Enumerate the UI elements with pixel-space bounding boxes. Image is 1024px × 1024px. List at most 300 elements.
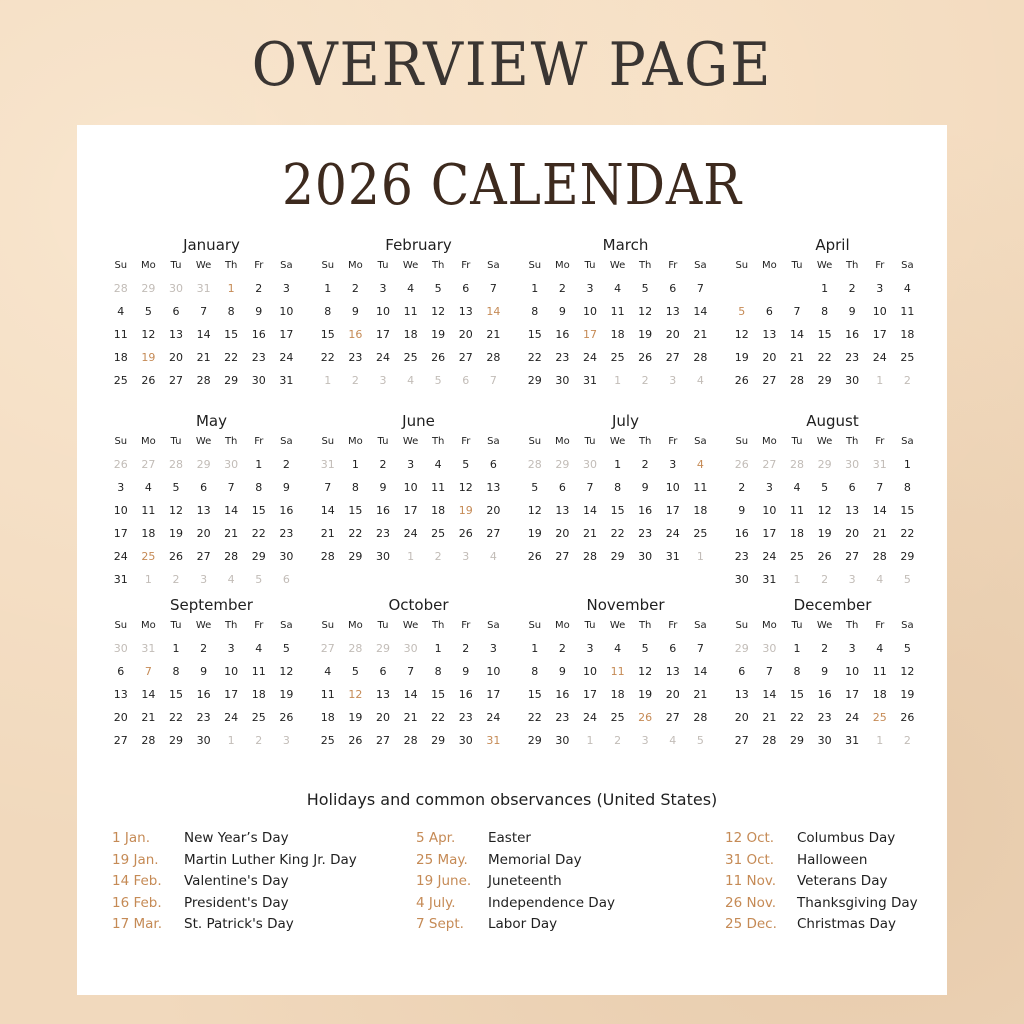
month-grid bbox=[728, 431, 921, 591]
day-cell: 6 bbox=[489, 458, 497, 471]
month-grid bbox=[314, 615, 507, 752]
holiday-date: 12 Oct. bbox=[725, 830, 775, 846]
weekday-label: Su bbox=[321, 260, 335, 271]
weekday-label: Mo bbox=[762, 260, 777, 271]
month-november bbox=[521, 595, 714, 752]
day-cell: 28 bbox=[486, 351, 501, 364]
day-cell: 1 bbox=[876, 374, 884, 387]
day-cell: 30 bbox=[845, 374, 860, 387]
weekday-label: Su bbox=[114, 260, 128, 271]
day-cell: 25 bbox=[251, 711, 266, 724]
day-cell: 11 bbox=[251, 665, 266, 678]
holiday-date: 31 Oct. bbox=[725, 851, 775, 868]
month-december bbox=[728, 595, 921, 752]
day-cell: 6 bbox=[172, 305, 180, 318]
weekday-label: Fr bbox=[668, 620, 678, 631]
day-cell: 18 bbox=[251, 688, 266, 701]
day-cell: 19 bbox=[431, 328, 446, 341]
day-cell: 21 bbox=[789, 351, 804, 364]
day-cell: 20 bbox=[665, 328, 680, 341]
day-cell: 5 bbox=[531, 481, 539, 494]
day-cell: 6 bbox=[669, 642, 677, 655]
weekday-label: Th bbox=[845, 436, 859, 447]
day-cell: 3 bbox=[489, 642, 497, 655]
weekday-label: Sa bbox=[694, 260, 707, 271]
day-cell: 17 bbox=[403, 504, 418, 517]
day-cell: 7 bbox=[765, 665, 773, 678]
day-cell: 29 bbox=[348, 550, 363, 563]
day-cell: 22 bbox=[610, 527, 625, 540]
day-cell: 2 bbox=[738, 481, 746, 494]
day-cell: 29 bbox=[141, 282, 156, 295]
day-cell: 6 bbox=[379, 665, 387, 678]
weekday-label: Tu bbox=[791, 620, 803, 631]
day-cell: 29 bbox=[431, 734, 446, 747]
day-cell: 16 bbox=[375, 504, 390, 517]
day-cell: 2 bbox=[641, 458, 649, 471]
day-cell: 31 bbox=[582, 374, 597, 387]
day-cell: 14 bbox=[789, 328, 804, 341]
month-march bbox=[521, 235, 714, 392]
weekday-label: Tu bbox=[377, 260, 389, 271]
day-cell: 1 bbox=[227, 282, 235, 295]
day-cell: 22 bbox=[320, 351, 335, 364]
day-cell: 17 bbox=[665, 504, 680, 517]
weekday-label: Mo bbox=[555, 620, 570, 631]
day-cell: 10 bbox=[113, 504, 128, 517]
day-cell: 12 bbox=[638, 305, 653, 318]
day-cell: 29 bbox=[168, 734, 183, 747]
day-cell: 22 bbox=[224, 351, 239, 364]
day-cell: 4 bbox=[876, 573, 884, 586]
weekday-label: Th bbox=[638, 260, 652, 271]
holiday-date: 11 Nov. bbox=[725, 873, 777, 889]
day-cell: 28 bbox=[693, 351, 708, 364]
day-cell: 26 bbox=[638, 351, 653, 364]
weekday-label: Mo bbox=[555, 260, 570, 271]
day-cell: 3 bbox=[848, 642, 856, 655]
day-cell: 31 bbox=[665, 550, 680, 563]
weekday-label: Sa bbox=[487, 436, 500, 447]
day-cell: 31 bbox=[762, 573, 777, 586]
day-cell: 8 bbox=[351, 481, 359, 494]
day-cell: 1 bbox=[324, 282, 332, 295]
day-cell: 1 bbox=[407, 550, 415, 563]
day-cell: 13 bbox=[486, 481, 501, 494]
day-cell: 22 bbox=[900, 527, 915, 540]
weekday-label: Tu bbox=[170, 436, 182, 447]
day-cell: 16 bbox=[555, 688, 570, 701]
day-cell: 13 bbox=[734, 688, 749, 701]
day-cell: 24 bbox=[582, 351, 597, 364]
weekday-label: We bbox=[402, 260, 419, 271]
day-cell: 13 bbox=[196, 504, 211, 517]
month-grid bbox=[314, 255, 507, 392]
day-cell: 2 bbox=[351, 282, 359, 295]
day-cell: 21 bbox=[872, 527, 887, 540]
day-cell: 5 bbox=[144, 305, 152, 318]
day-cell: 26 bbox=[279, 711, 294, 724]
day-cell: 3 bbox=[462, 550, 470, 563]
holiday-date: 25 Dec. bbox=[725, 916, 777, 932]
month-name: March bbox=[602, 236, 649, 254]
month-name: September bbox=[170, 596, 253, 614]
month-grid bbox=[521, 255, 714, 392]
weekday-label: Tu bbox=[584, 260, 596, 271]
weekday-label: Tu bbox=[377, 436, 389, 447]
day-cell: 20 bbox=[458, 328, 473, 341]
day-cell: 1 bbox=[144, 573, 152, 586]
day-cell: 11 bbox=[900, 305, 915, 318]
day-cell: 14 bbox=[762, 688, 777, 701]
day-cell: 16 bbox=[734, 527, 749, 540]
day-cell: 1 bbox=[172, 642, 180, 655]
day-cell: 27 bbox=[168, 374, 183, 387]
day-cell: 24 bbox=[224, 711, 239, 724]
holiday-name: Halloween bbox=[797, 851, 868, 868]
month-january bbox=[107, 235, 300, 392]
day-cell: 29 bbox=[734, 642, 749, 655]
day-cell: 29 bbox=[375, 642, 390, 655]
day-cell: 24 bbox=[582, 711, 597, 724]
month-february bbox=[314, 235, 507, 392]
day-cell: 27 bbox=[320, 642, 335, 655]
day-cell: 18 bbox=[693, 504, 708, 517]
day-cell: 2 bbox=[641, 374, 649, 387]
page-title: OVERVIEW PAGE bbox=[251, 30, 773, 100]
holiday-column bbox=[416, 828, 615, 936]
day-cell: 27 bbox=[845, 550, 860, 563]
day-cell: 4 bbox=[407, 374, 415, 387]
day-cell: 17 bbox=[582, 688, 597, 701]
day-cell: 1 bbox=[586, 734, 594, 747]
day-cell: 14 bbox=[693, 305, 708, 318]
weekday-label: Fr bbox=[875, 260, 885, 271]
month-name: April bbox=[815, 236, 850, 254]
day-cell: 12 bbox=[900, 665, 915, 678]
weekday-label: Sa bbox=[280, 260, 293, 271]
day-cell: 2 bbox=[821, 642, 829, 655]
holiday-row bbox=[416, 850, 615, 872]
day-cell: 8 bbox=[255, 481, 263, 494]
day-cell: 26 bbox=[431, 351, 446, 364]
day-cell: 3 bbox=[200, 573, 208, 586]
day-cell: 19 bbox=[527, 527, 542, 540]
day-cell: 23 bbox=[638, 527, 653, 540]
day-cell: 11 bbox=[610, 665, 625, 678]
weekday-label: Th bbox=[431, 436, 445, 447]
weekday-label: Th bbox=[431, 260, 445, 271]
month-august bbox=[728, 411, 921, 591]
day-cell: 20 bbox=[168, 351, 183, 364]
day-cell: 27 bbox=[555, 550, 570, 563]
day-cell: 20 bbox=[845, 527, 860, 540]
day-cell: 28 bbox=[872, 550, 887, 563]
holiday-date: 4 July. bbox=[416, 894, 456, 911]
day-cell: 25 bbox=[610, 351, 625, 364]
day-cell: 1 bbox=[696, 550, 704, 563]
weekday-label: Sa bbox=[280, 436, 293, 447]
day-cell: 30 bbox=[582, 458, 597, 471]
day-cell: 18 bbox=[403, 328, 418, 341]
day-cell: 6 bbox=[669, 282, 677, 295]
day-cell: 7 bbox=[407, 665, 415, 678]
day-cell: 12 bbox=[527, 504, 542, 517]
day-cell: 26 bbox=[638, 711, 653, 724]
day-cell: 11 bbox=[431, 481, 446, 494]
day-cell: 7 bbox=[489, 282, 497, 295]
weekday-label: We bbox=[402, 436, 419, 447]
day-cell: 2 bbox=[462, 642, 470, 655]
day-cell: 2 bbox=[379, 458, 387, 471]
day-cell: 7 bbox=[696, 282, 704, 295]
weekday-label: Tu bbox=[584, 436, 596, 447]
day-cell: 29 bbox=[196, 458, 211, 471]
day-cell: 23 bbox=[734, 550, 749, 563]
day-cell: 5 bbox=[255, 573, 263, 586]
day-cell: 4 bbox=[876, 642, 884, 655]
weekday-label: Mo bbox=[555, 436, 570, 447]
day-cell: 14 bbox=[872, 504, 887, 517]
holiday-date: 25 May. bbox=[416, 851, 468, 868]
day-cell: 4 bbox=[696, 458, 704, 471]
day-cell: 22 bbox=[168, 711, 183, 724]
day-cell: 26 bbox=[527, 550, 542, 563]
weekday-label: Th bbox=[224, 620, 238, 631]
holiday-row bbox=[725, 871, 918, 893]
day-cell: 15 bbox=[224, 328, 239, 341]
day-cell: 27 bbox=[196, 550, 211, 563]
day-cell: 23 bbox=[279, 527, 294, 540]
holiday-date: 16 Feb. bbox=[112, 894, 162, 911]
day-cell: 21 bbox=[762, 711, 777, 724]
day-cell: 25 bbox=[789, 550, 804, 563]
day-cell: 24 bbox=[403, 527, 418, 540]
day-cell: 7 bbox=[696, 642, 704, 655]
day-cell: 8 bbox=[903, 481, 911, 494]
day-cell: 9 bbox=[738, 504, 746, 517]
weekday-label: Tu bbox=[791, 260, 803, 271]
day-cell: 19 bbox=[141, 351, 156, 364]
day-cell: 13 bbox=[665, 665, 680, 678]
day-cell: 31 bbox=[320, 458, 335, 471]
day-cell: 28 bbox=[168, 458, 183, 471]
day-cell: 18 bbox=[610, 328, 625, 341]
day-cell: 29 bbox=[224, 374, 239, 387]
day-cell: 21 bbox=[196, 351, 211, 364]
month-grid bbox=[314, 431, 507, 568]
day-cell: 6 bbox=[282, 573, 290, 586]
day-cell: 4 bbox=[324, 665, 332, 678]
day-cell: 12 bbox=[348, 688, 363, 701]
day-cell: 18 bbox=[431, 504, 446, 517]
weekday-label: Tu bbox=[584, 620, 596, 631]
day-cell: 1 bbox=[793, 573, 801, 586]
day-cell: 19 bbox=[900, 688, 915, 701]
day-cell: 10 bbox=[375, 305, 390, 318]
day-cell: 13 bbox=[665, 305, 680, 318]
month-grid bbox=[728, 255, 921, 392]
weekday-label: Th bbox=[845, 620, 859, 631]
day-cell: 26 bbox=[817, 550, 832, 563]
day-cell: 2 bbox=[351, 374, 359, 387]
weekday-label: Mo bbox=[348, 260, 363, 271]
day-cell: 31 bbox=[486, 734, 501, 747]
holiday-name: Valentine's Day bbox=[184, 873, 289, 889]
day-cell: 17 bbox=[375, 328, 390, 341]
day-cell: 16 bbox=[196, 688, 211, 701]
holiday-row bbox=[416, 871, 615, 893]
day-cell: 3 bbox=[669, 458, 677, 471]
weekday-label: Sa bbox=[487, 260, 500, 271]
day-cell: 7 bbox=[586, 481, 594, 494]
weekday-label: Fr bbox=[668, 260, 678, 271]
day-cell: 1 bbox=[614, 374, 622, 387]
day-cell: 28 bbox=[762, 734, 777, 747]
weekday-label: Fr bbox=[461, 436, 471, 447]
day-cell: 3 bbox=[848, 573, 856, 586]
day-cell: 14 bbox=[582, 504, 597, 517]
day-cell: 20 bbox=[113, 711, 128, 724]
day-cell: 31 bbox=[279, 374, 294, 387]
day-cell: 3 bbox=[379, 282, 387, 295]
day-cell: 18 bbox=[113, 351, 128, 364]
day-cell: 1 bbox=[793, 642, 801, 655]
day-cell: 7 bbox=[227, 481, 235, 494]
day-cell: 30 bbox=[817, 734, 832, 747]
day-cell: 14 bbox=[196, 328, 211, 341]
weekday-label: Sa bbox=[694, 436, 707, 447]
weekday-label: We bbox=[609, 436, 626, 447]
holiday-row bbox=[112, 871, 357, 893]
day-cell: 11 bbox=[872, 665, 887, 678]
day-cell: 19 bbox=[638, 328, 653, 341]
month-grid bbox=[728, 615, 921, 752]
day-cell: 5 bbox=[434, 282, 442, 295]
day-cell: 13 bbox=[458, 305, 473, 318]
day-cell: 22 bbox=[251, 527, 266, 540]
month-grid bbox=[107, 431, 300, 591]
day-cell: 16 bbox=[845, 328, 860, 341]
empty-cell bbox=[783, 277, 811, 300]
day-cell: 4 bbox=[144, 481, 152, 494]
day-cell: 14 bbox=[320, 504, 335, 517]
day-cell: 25 bbox=[320, 734, 335, 747]
day-cell: 25 bbox=[113, 374, 128, 387]
day-cell: 28 bbox=[789, 374, 804, 387]
day-cell: 9 bbox=[821, 665, 829, 678]
day-cell: 5 bbox=[738, 305, 746, 318]
day-cell: 29 bbox=[900, 550, 915, 563]
weekday-label: Su bbox=[528, 436, 542, 447]
day-cell: 9 bbox=[200, 665, 208, 678]
day-cell: 3 bbox=[876, 282, 884, 295]
day-cell: 11 bbox=[113, 328, 128, 341]
day-cell: 18 bbox=[141, 527, 156, 540]
day-cell: 7 bbox=[324, 481, 332, 494]
day-cell: 3 bbox=[586, 642, 594, 655]
day-cell: 27 bbox=[665, 351, 680, 364]
day-cell: 26 bbox=[168, 550, 183, 563]
holidays-heading: Holidays and common observances (United States) bbox=[306, 790, 718, 809]
day-cell: 18 bbox=[872, 688, 887, 701]
weekday-label: Su bbox=[114, 620, 128, 631]
day-cell: 5 bbox=[434, 374, 442, 387]
day-cell: 30 bbox=[196, 734, 211, 747]
weekday-label: Su bbox=[735, 436, 749, 447]
day-cell: 4 bbox=[117, 305, 125, 318]
day-cell: 23 bbox=[817, 711, 832, 724]
day-cell: 1 bbox=[614, 458, 622, 471]
weekday-label: Su bbox=[321, 436, 335, 447]
day-cell: 17 bbox=[762, 527, 777, 540]
month-name: November bbox=[586, 596, 665, 614]
day-cell: 7 bbox=[200, 305, 208, 318]
day-cell: 8 bbox=[531, 665, 539, 678]
day-cell: 1 bbox=[531, 282, 539, 295]
day-cell: 5 bbox=[641, 642, 649, 655]
month-may bbox=[107, 411, 300, 591]
weekday-label: Su bbox=[321, 620, 335, 631]
holiday-name: New Year’s Day bbox=[184, 830, 289, 846]
day-cell: 27 bbox=[458, 351, 473, 364]
weekday-label: Th bbox=[224, 260, 238, 271]
day-cell: 6 bbox=[765, 305, 773, 318]
calendar-title: 2026 CALENDAR bbox=[281, 153, 743, 218]
day-cell: 25 bbox=[693, 527, 708, 540]
day-cell: 23 bbox=[458, 711, 473, 724]
day-cell: 10 bbox=[762, 504, 777, 517]
day-cell: 3 bbox=[765, 481, 773, 494]
day-cell: 31 bbox=[872, 458, 887, 471]
day-cell: 3 bbox=[641, 734, 649, 747]
day-cell: 3 bbox=[407, 458, 415, 471]
day-cell: 6 bbox=[558, 481, 566, 494]
day-cell: 6 bbox=[738, 665, 746, 678]
day-cell: 28 bbox=[348, 642, 363, 655]
day-cell: 29 bbox=[789, 734, 804, 747]
weekday-label: Th bbox=[431, 620, 445, 631]
month-name: January bbox=[183, 236, 240, 254]
day-cell: 23 bbox=[555, 351, 570, 364]
day-cell: 1 bbox=[876, 734, 884, 747]
day-cell: 21 bbox=[693, 328, 708, 341]
day-cell: 27 bbox=[113, 734, 128, 747]
day-cell: 10 bbox=[403, 481, 418, 494]
weekday-label: Mo bbox=[762, 620, 777, 631]
weekday-label: Fr bbox=[254, 436, 264, 447]
day-cell: 30 bbox=[113, 642, 128, 655]
holiday-date: 5 Apr. bbox=[416, 830, 456, 846]
day-cell: 8 bbox=[434, 665, 442, 678]
day-cell: 30 bbox=[458, 734, 473, 747]
day-cell: 16 bbox=[458, 688, 473, 701]
day-cell: 26 bbox=[348, 734, 363, 747]
day-cell: 15 bbox=[320, 328, 335, 341]
day-cell: 20 bbox=[555, 527, 570, 540]
weekday-label: Su bbox=[735, 620, 749, 631]
day-cell: 9 bbox=[282, 481, 290, 494]
day-cell: 17 bbox=[872, 328, 887, 341]
day-cell: 17 bbox=[279, 328, 294, 341]
weekday-label: We bbox=[402, 620, 419, 631]
day-cell: 15 bbox=[431, 688, 446, 701]
holiday-row bbox=[725, 893, 918, 915]
day-cell: 21 bbox=[693, 688, 708, 701]
day-cell: 16 bbox=[279, 504, 294, 517]
weekday-label: Th bbox=[224, 436, 238, 447]
day-cell: 4 bbox=[669, 734, 677, 747]
